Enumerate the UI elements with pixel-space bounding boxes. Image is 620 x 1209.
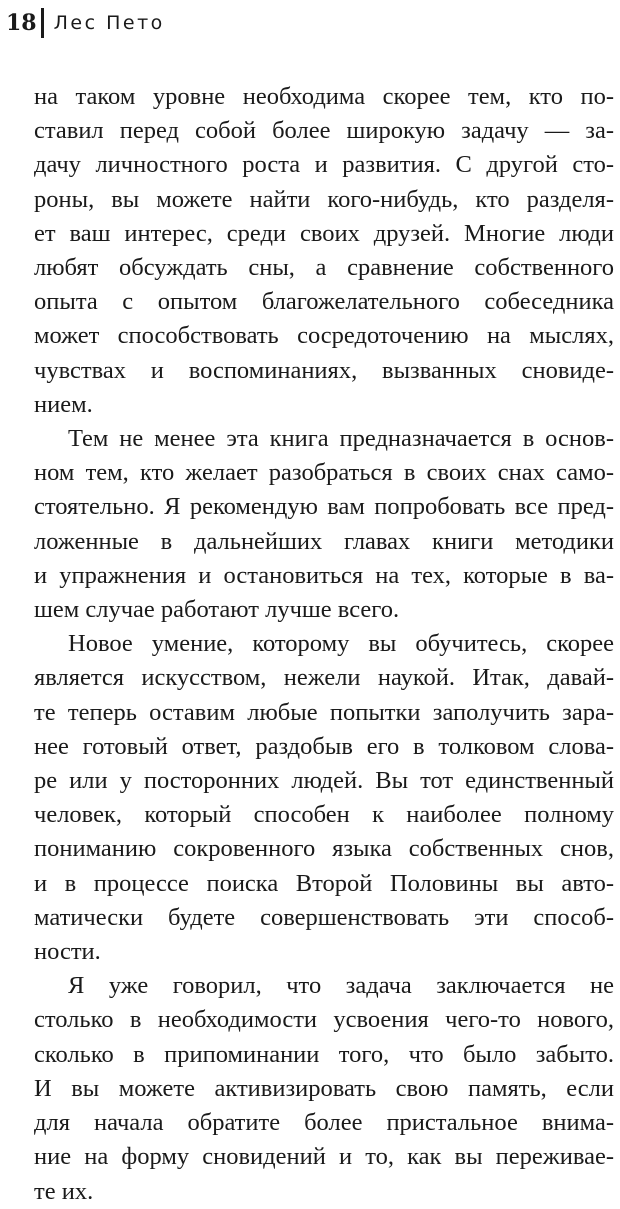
- text-line: пониманию сокровенного языка собственных снов,: [34, 835, 614, 863]
- paragraph: [34, 422, 614, 627]
- text-line: опыта с опытом благожелательного собеседника: [34, 288, 614, 316]
- text-line: чувствах и воспоминаниях, вызванных сновиде-: [34, 356, 614, 384]
- running-head: Лес Пето: [53, 12, 165, 34]
- body-text: [34, 80, 614, 1209]
- text-line: любят обсуждать сны, а сравнение собственного: [34, 254, 614, 282]
- text-line: те их.: [34, 1177, 94, 1205]
- text-line: является искусством, нежели наукой. Итак, давай-: [34, 664, 614, 692]
- text-line: для начала обратите более пристальное внима-: [34, 1109, 614, 1137]
- text-line: ности.: [34, 938, 101, 966]
- text-line: шем случае работают лучше всего.: [34, 596, 400, 624]
- text-line: И вы можете активизировать свою память, если: [34, 1074, 614, 1102]
- paragraph: [34, 80, 614, 422]
- text-line: стоятельно. Я рекомендую вам попробовать все пред-: [34, 493, 614, 521]
- text-line: роны, вы можете найти кого-нибудь, кто разделя-: [34, 185, 614, 213]
- text-line: человек, который способен к наиболее полному: [34, 801, 614, 829]
- paragraph: [34, 627, 614, 969]
- text-line: ставил перед собой более широкую задачу — за-: [34, 117, 614, 145]
- text-line: Я уже говорил, что задача заключается не: [68, 972, 614, 1000]
- text-line: Новое умение, которому вы обучитесь, скорее: [68, 630, 614, 658]
- header-divider: [41, 8, 44, 38]
- text-line: на таком уровне необходима скорее тем, кто по-: [34, 83, 614, 110]
- page-number: 18: [6, 10, 37, 36]
- text-line: нее готовый ответ, раздобыв его в толковом слова-: [34, 732, 614, 760]
- text-line: ет ваш интерес, среди своих друзей. Многие люди: [34, 219, 614, 247]
- text-line: Тем не менее эта книга предназначается в основ-: [68, 425, 614, 453]
- page-header: [6, 6, 165, 40]
- paragraph: [34, 969, 614, 1208]
- text-line: дачу личностного роста и развития. С другой сто-: [34, 151, 614, 179]
- text-line: ре или у посторонних людей. Вы тот единственный: [34, 767, 614, 795]
- text-line: нием.: [34, 390, 93, 418]
- text-line: столько в необходимости усвоения чего-то нового,: [34, 1006, 614, 1034]
- text-line: и в процессе поиска Второй Половины вы авто-: [34, 869, 614, 897]
- text-line: может способствовать сосредоточению на мыслях,: [34, 322, 614, 350]
- text-line: и упражнения и остановиться на тех, которые в ва-: [34, 561, 614, 589]
- text-line: сколько в припоминании того, что было забыто.: [34, 1040, 614, 1068]
- text-line: те теперь оставим любые попытки заполучить зара-: [34, 698, 614, 726]
- text-line: ложенные в дальнейших главах книги методики: [34, 527, 614, 555]
- text-line: ном тем, кто желает разобраться в своих снах само-: [34, 459, 614, 487]
- text-line: ние на форму сновидений и то, как вы переживае-: [34, 1143, 614, 1171]
- text-line: матически будете совершенствовать эти способ-: [34, 903, 614, 931]
